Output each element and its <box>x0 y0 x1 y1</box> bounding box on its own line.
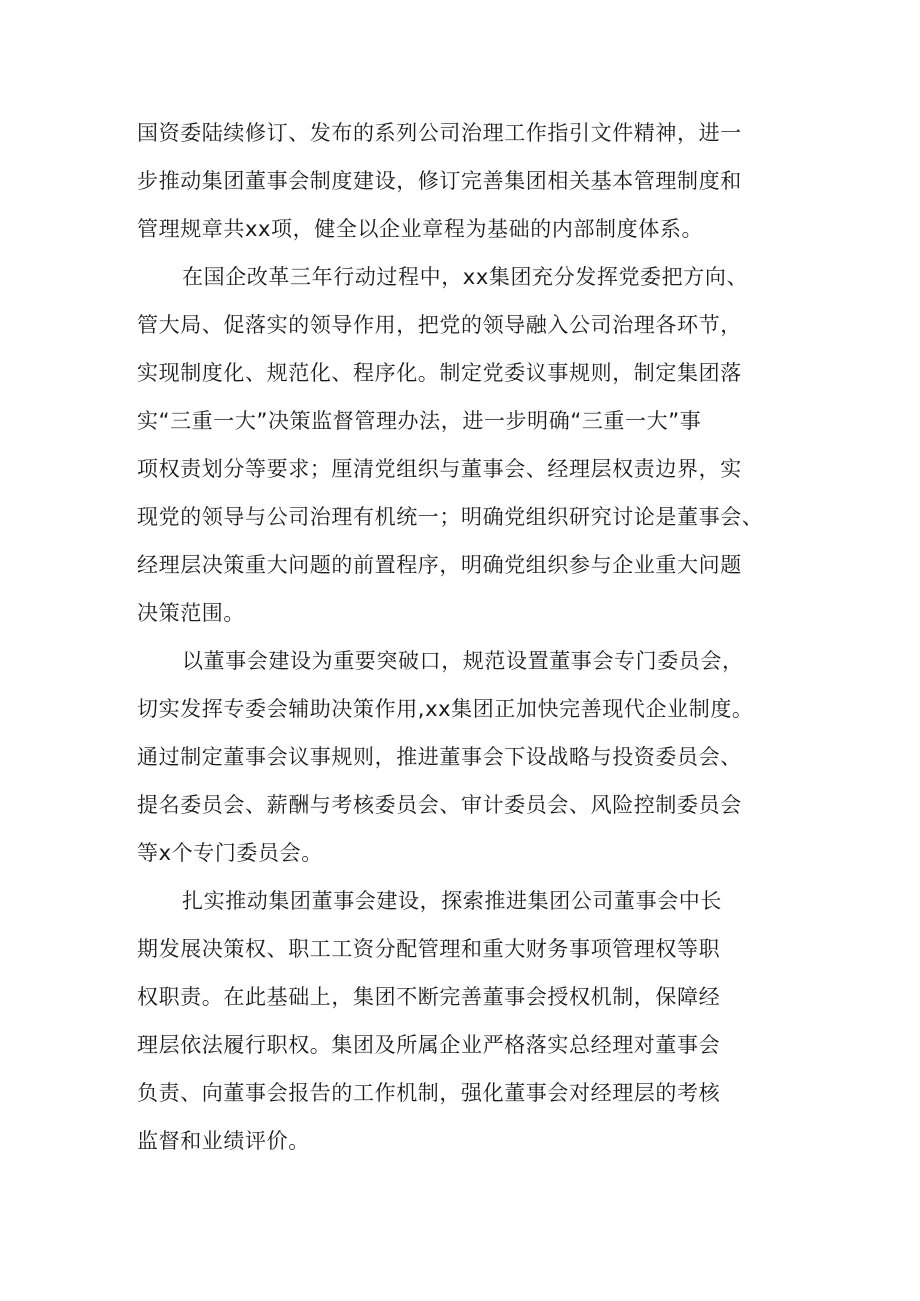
text-line: 管理规章共xx项，健全以企业章程为基础的内部制度体系。 <box>137 217 704 241</box>
paragraph-start-line: 以董事会建设为重要突破口，规范设置董事会专门委员会， <box>182 649 744 673</box>
text-line: 国资委陆续修订、发布的系列公司治理工作指引文件精神，进一 <box>137 121 742 145</box>
paragraph-start-line: 扎实推动集团董事会建设，探索推进集团公司董事会中长 <box>182 889 722 913</box>
text-line: 项权责划分等要求；厘清党组织与董事会、经理层权责边界，实 <box>137 457 742 481</box>
text-line: 经理层决策重大问题的前置程序，明确党组织参与企业重大问题 <box>137 553 742 577</box>
text-line: 理层依法履行职权。集团及所属企业严格落实总经理对董事会 <box>137 1033 721 1057</box>
text-line: 提名委员会、薪酬与考核委员会、审计委员会、风险控制委员会 <box>137 793 742 817</box>
text-line: 监督和业绩评价。 <box>137 1129 310 1153</box>
text-line: 负责、向董事会报告的工作机制，强化董事会对经理层的考核 <box>137 1081 721 1105</box>
paragraph-start-line: 在国企改革三年行动过程中，xx集团充分发挥党委把方向、 <box>182 265 749 289</box>
text-line: 期发展决策权、职工工资分配管理和重大财务事项管理权等职 <box>137 937 721 961</box>
text-line: 现党的领导与公司治理有机统一；明确党组织研究讨论是董事会、 <box>137 505 764 529</box>
text-line: 实现制度化、规范化、程序化。制定党委议事规则，制定集团落 <box>137 361 742 385</box>
text-line: 权职责。在此基础上，集团不断完善董事会授权机制，保障经 <box>137 985 721 1009</box>
text-line: 实“三重一大”决策监督管理办法，进一步明确“三重一大”事 <box>137 409 702 433</box>
text-line: 管大局、促落实的领导作用，把党的领导融入公司治理各环节， <box>137 313 742 337</box>
text-line: 通过制定董事会议事规则，推进董事会下设战略与投资委员会、 <box>137 745 742 769</box>
text-line: 切实发挥专委会辅助决策作用,xx集团正加快完善现代企业制度。 <box>137 697 754 721</box>
text-line: 步推动集团董事会制度建设，修订完善集团相关基本管理制度和 <box>137 169 742 193</box>
text-line: 等x个专门委员会。 <box>137 841 323 865</box>
text-line: 决策范围。 <box>137 601 245 625</box>
